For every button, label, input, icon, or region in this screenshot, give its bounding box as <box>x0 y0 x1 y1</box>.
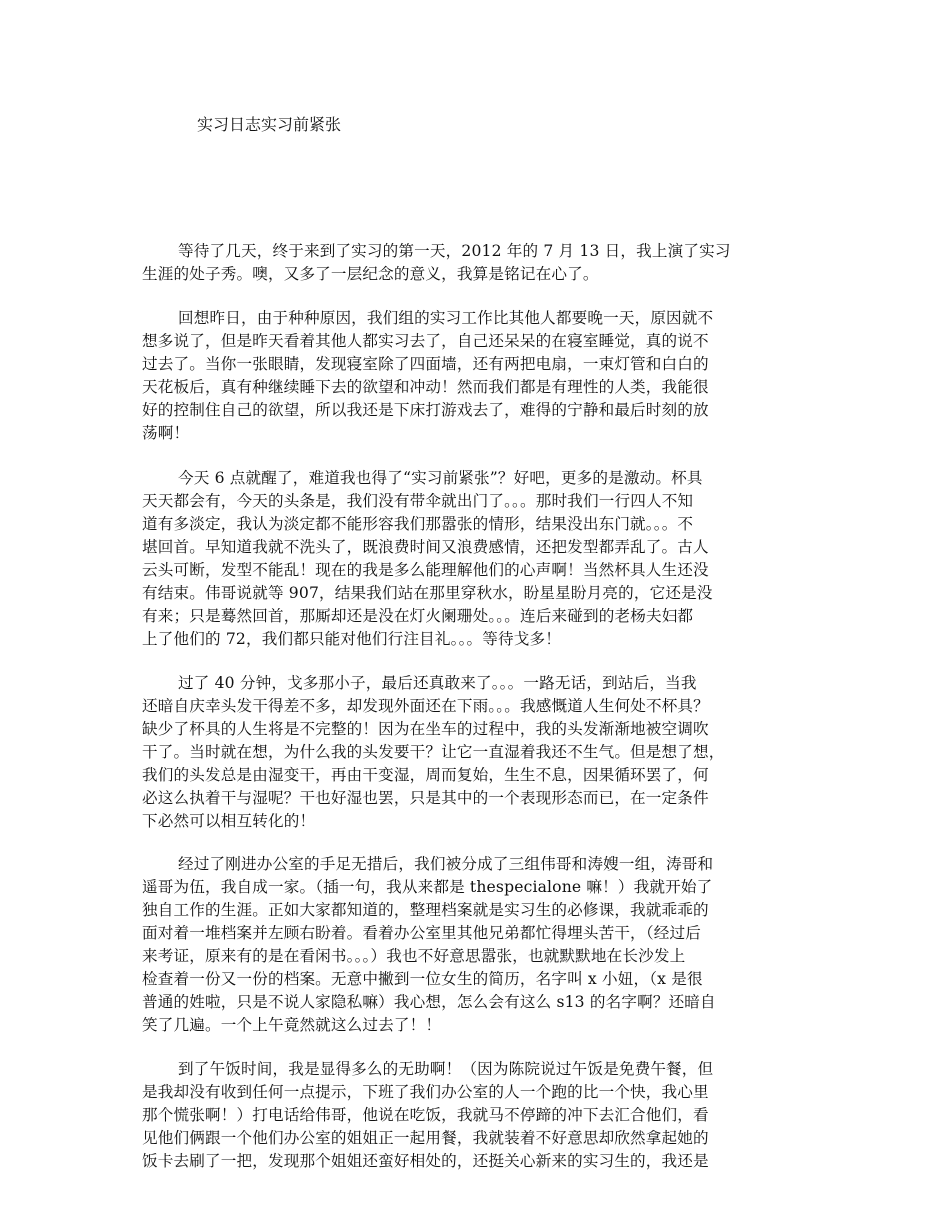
text-line: 见他们俩跟一个他们办公室的姐姐正一起用餐，我就装着不好意思却欣然拿起她的 <box>142 1129 709 1147</box>
text-line: 还暗自庆幸头发干得差不多，却发现外面还在下雨。。。我感慨道人生何处不杯具？ <box>142 697 709 715</box>
text-line: 普通的姓啦，只是不说人家隐私嘛）我心想，怎么会有这么 s13 的名字啊？还暗自 <box>142 993 716 1011</box>
text-line: 那个慌张啊！）打电话给伟哥，他说在吃饭，我就马不停蹄的冲下去汇合他们，看 <box>142 1106 709 1124</box>
paragraph-1 <box>142 240 822 286</box>
text-line: 回想昨日，由于种种原因，我们组的实习工作比其他人都要晚一天，原因就不 <box>178 309 714 327</box>
text-line: 来考证，原来有的是在看闲书。。。）我也不好意思嚣张，也就默默地在长沙发上 <box>142 947 686 965</box>
text-line: 饭卡去刷了一把，发现那个姐姐还蛮好相处的，还挺关心新来的实习生的，我还是 <box>142 1152 709 1170</box>
text-line: 生涯的处子秀。噢，又多了一层纪念的意义，我算是铭记在心了。 <box>142 265 599 283</box>
text-line: 必这么执着干与湿呢？干也好湿也罢，只是其中的一个表现形态而已，在一定条件 <box>142 789 709 807</box>
text-line: 天花板后，真有种继续睡下去的欲望和冲动！然而我们都是有理性的人类，我能很 <box>142 378 709 396</box>
text-line: 好的控制住自己的欲望，所以我还是下床打游戏去了，难得的宁静和最后时刻的放 <box>142 401 709 419</box>
text-line: 干了。当时就在想，为什么我的头发要干？让它一直湿着我还不生气。但是想了想， <box>142 743 725 761</box>
text-line: 经过了刚进办公室的手足无措后，我们被分成了三组伟哥和涛嫂一组，涛哥和 <box>178 855 714 873</box>
text-line: 等待了几天，终于来到了实习的第一天，2012 年的 7 月 13 日，我上演了实习 <box>178 242 731 260</box>
text-line: 云头可断，发型不能乱！现在的我是多么能理解他们的心声啊！当然杯具人生还没 <box>142 561 709 579</box>
text-line: 遥哥为伍，我自成一家。（插一句，我从来都是 thespecialone 嘛！）我就开始了 <box>142 878 713 896</box>
text-line: 有来；只是蓦然回首，那厮却还是没在灯火阑珊处。。。连后来碰到的老杨夫妇都 <box>142 607 694 625</box>
text-line: 是我却没有收到任何一点提示，下班了我们办公室的人一个跑的比一个快，我心里 <box>142 1083 709 1101</box>
text-line: 下必然可以相互转化的！ <box>142 812 316 830</box>
text-line: 面对着一堆档案并左顾右盼着。看着办公室里其他兄弟都忙得埋头苦干，（经过后 <box>142 924 701 942</box>
text-line: 我们的头发总是由湿变干，再由干变湿，周而复始，生生不息，因果循环罢了，何 <box>142 766 709 784</box>
text-line: 天天都会有，今天的头条是，我们没有带伞就出门了。。。那时我们一行四人不知 <box>142 492 694 510</box>
text-line: 过去了。当你一张眼睛，发现寝室除了四面墙，还有两把电扇，一束灯管和白白的 <box>142 355 709 373</box>
paragraph-6 <box>142 1058 822 1173</box>
text-line: 过了 40 分钟，戈多那小子，最后还真敢来了。。。一路无话，到站后，当我 <box>178 674 697 692</box>
text-line: 检查着一份又一份的档案。无意中撇到一位女生的简历，名字叫 x 小妞，（x 是很 <box>142 970 703 988</box>
paragraph-4 <box>142 672 822 833</box>
text-line: 笑了几遍。一个上午竟然就这么过去了！！ <box>142 1016 442 1034</box>
text-line: 独自工作的生涯。正如大家都知道的，整理档案就是实习生的必修课，我就乖乖的 <box>142 901 709 919</box>
text-line: 堪回首。早知道我就不洗头了，既浪费时间又浪费感情，还把发型都弄乱了。古人 <box>142 538 709 556</box>
text-line: 想多说了，但是昨天看着其他人都实习去了，自己还呆呆的在寝室睡觉，真的说不 <box>142 332 709 350</box>
text-line: 今天 6 点就醒了，难道我也得了“实习前紧张”？好吧，更多的是激动。杯具 <box>178 469 703 487</box>
text-line: 上了他们的 72，我们都只能对他们行注目礼。。。等待戈多！ <box>142 630 561 648</box>
text-line: 荡啊！ <box>142 424 190 442</box>
text-line: 到了午饭时间，我是显得多么的无助啊！（因为陈院说过午饭是免费午餐，但 <box>178 1060 714 1078</box>
paragraph-2 <box>142 307 822 445</box>
text-line: 道有多淡定，我认为淡定都不能形容我们那嚣张的情形，结果没出东门就。。。不 <box>142 515 694 533</box>
document-title: 实习日志实习前紧张 <box>197 115 342 134</box>
text-line: 有结束。伟哥说就等 907，结果我们站在那里穿秋水，盼星星盼月亮的，它还是没 <box>142 584 713 602</box>
paragraph-3 <box>142 467 822 651</box>
text-line: 缺少了杯具的人生将是不完整的！因为在坐车的过程中，我的头发渐渐地被空调吹 <box>142 720 709 738</box>
paragraph-5 <box>142 853 822 1037</box>
